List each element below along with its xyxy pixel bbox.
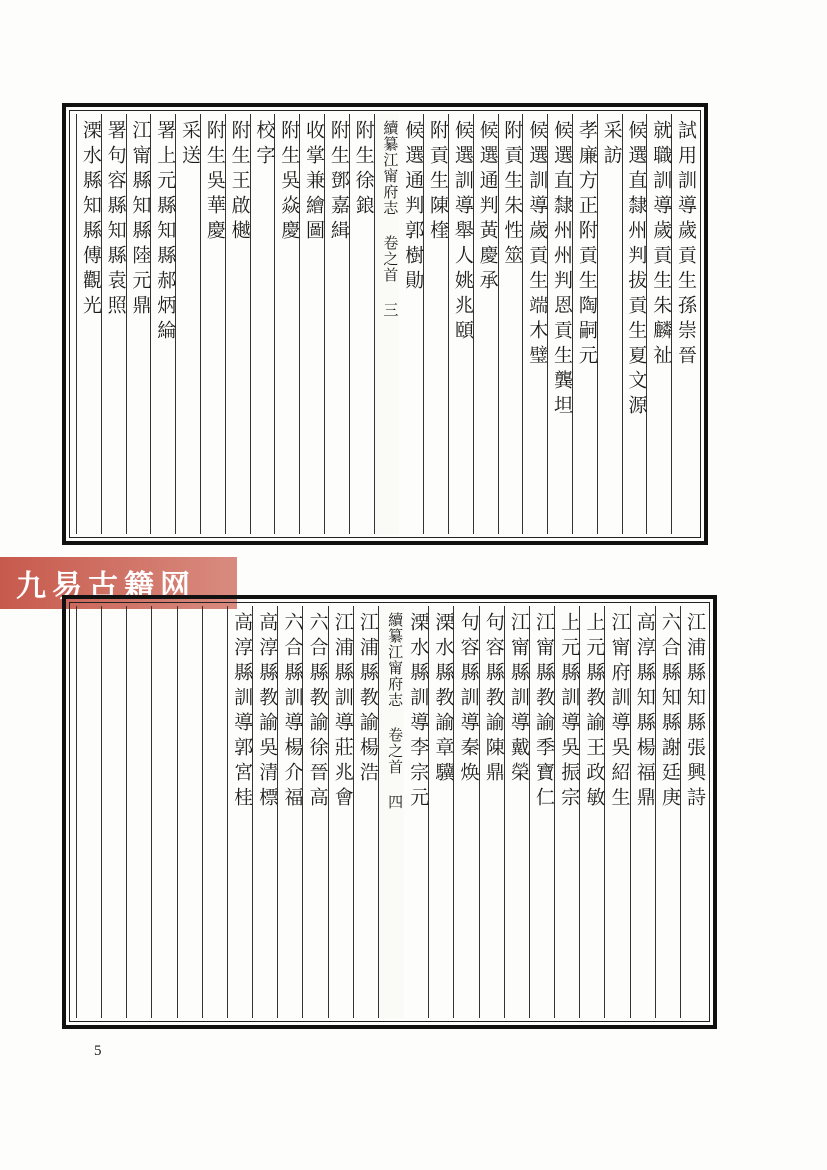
column-text: 校字 <box>253 120 276 170</box>
text-column <box>252 606 278 1018</box>
text-column <box>299 114 325 534</box>
column-text: 六合縣訓導楊介福 <box>281 612 304 812</box>
column-text: 句容縣教諭陳鼎 <box>482 612 505 787</box>
text-column <box>646 114 672 534</box>
text-column <box>554 606 580 1018</box>
column-text: 附貢生陳楏 <box>427 120 449 245</box>
column-text: 江浦縣教諭楊浩 <box>356 612 379 787</box>
text-column <box>202 606 228 1018</box>
text-column <box>529 606 555 1018</box>
center-fold-column <box>378 606 404 1018</box>
text-column <box>126 114 152 534</box>
column-text: 附貢生朱性筮 <box>501 120 524 270</box>
text-column <box>655 606 681 1018</box>
column-text: 六合縣教諭徐晉高 <box>306 612 329 812</box>
text-column <box>572 114 598 534</box>
text-column <box>473 114 499 534</box>
column-text: 江甯縣知縣陸元鼎 <box>129 120 152 320</box>
center-fold-column <box>374 114 400 534</box>
text-column <box>398 114 424 534</box>
text-column <box>479 606 505 1018</box>
text-column <box>200 114 226 534</box>
column-text: 附生吳焱慶 <box>278 120 301 245</box>
text-column <box>76 114 102 534</box>
text-column <box>126 606 152 1018</box>
column-text: 溧水縣知縣傅觀光 <box>79 120 102 320</box>
column-text <box>104 612 125 1012</box>
text-column <box>277 606 303 1018</box>
column-text: 候選直隸州州判恩貢生龔坦 <box>551 120 573 420</box>
text-column <box>448 114 474 534</box>
text-column <box>604 606 630 1018</box>
column-text <box>79 612 100 1012</box>
text-column <box>225 114 251 534</box>
column-text: 孝廉方正附貢生陶嗣元 <box>575 120 598 370</box>
column-text: 附生王啟樾 <box>228 120 251 245</box>
column-text: 附生鄧嘉緝 <box>327 120 350 245</box>
text-column <box>622 114 648 534</box>
column-text: 句容縣訓導秦焕 <box>457 612 480 787</box>
text-column <box>403 606 429 1018</box>
text-column <box>349 114 375 534</box>
column-text: 江浦縣訓導莊兆會 <box>331 612 354 812</box>
column-text: 上元縣教諭王政敏 <box>583 612 606 812</box>
top-page <box>62 103 708 545</box>
page-number: 5 <box>94 1043 102 1059</box>
column-text: 署上元縣知縣郝炳綸 <box>154 120 177 345</box>
column-text: 候選通判黃慶承 <box>476 120 499 295</box>
text-column <box>522 114 548 534</box>
bottom-page <box>62 595 717 1029</box>
text-column <box>175 114 201 534</box>
text-column <box>302 606 328 1018</box>
column-text <box>180 612 201 1012</box>
column-text <box>154 612 175 1012</box>
column-text: 試用訓導歲貢生孫崇晉 <box>675 120 697 370</box>
column-text: 附生徐鋃 <box>352 120 375 220</box>
text-column <box>177 606 203 1018</box>
column-text: 江甯縣訓導戴榮 <box>507 612 530 787</box>
column-text: 續纂江甯府志 卷之首 三 <box>381 120 400 318</box>
text-column <box>428 606 454 1018</box>
column-text: 上元縣訓導吳振宗 <box>558 612 581 812</box>
column-text: 續纂江甯府志 卷之首 四 <box>386 612 405 810</box>
column-text: 收掌兼繪圖 <box>303 120 325 245</box>
column-text: 采送 <box>179 120 201 170</box>
column-text: 候選訓導歲貢生端木璧 <box>526 120 549 370</box>
column-text: 江甯府訓導吳紹生 <box>608 612 631 812</box>
column-text: 高淳縣知縣楊福鼎 <box>633 612 656 812</box>
column-text: 就職訓導歲貢生朱麟祉 <box>650 120 673 370</box>
text-column <box>227 606 253 1018</box>
column-text: 采訪 <box>600 120 623 170</box>
text-column <box>579 606 605 1018</box>
column-text: 江浦縣知縣張興詩 <box>684 612 706 812</box>
text-column <box>680 606 706 1018</box>
text-column <box>353 606 379 1018</box>
watermark-text: 九易古籍网 <box>16 569 196 604</box>
text-column <box>76 606 102 1018</box>
column-text: 候選通判郭樹勛 <box>402 120 425 295</box>
column-text: 六合縣知縣謝廷庚 <box>658 612 681 812</box>
column-text: 江甯縣教諭季寶仁 <box>533 612 556 812</box>
column-text: 署句容縣知縣袁照 <box>104 120 127 320</box>
text-column <box>504 606 530 1018</box>
text-column <box>597 114 623 534</box>
column-text: 溧水縣訓導李宗元 <box>407 612 430 812</box>
column-text: 附生吳華慶 <box>203 120 226 245</box>
text-column <box>498 114 524 534</box>
text-column <box>328 606 354 1018</box>
text-column <box>151 606 177 1018</box>
column-text: 高淳縣教諭吳清標 <box>256 612 279 812</box>
column-text: 高淳縣訓導郭宮桂 <box>231 612 254 812</box>
text-column <box>453 606 479 1018</box>
column-text: 溧水縣教諭章驥 <box>432 612 455 787</box>
text-column <box>274 114 300 534</box>
column-text: 候選直隸州判拔貢生夏文源 <box>625 120 648 420</box>
text-column <box>671 114 697 534</box>
column-text <box>205 612 226 1012</box>
text-column <box>101 606 127 1018</box>
text-column <box>150 114 176 534</box>
text-column <box>547 114 573 534</box>
text-column <box>324 114 350 534</box>
column-text <box>129 612 150 1012</box>
text-column <box>101 114 127 534</box>
column-text: 候選訓導舉人姚兆頤 <box>451 120 474 345</box>
text-column <box>250 114 276 534</box>
text-column <box>630 606 656 1018</box>
text-column <box>423 114 449 534</box>
